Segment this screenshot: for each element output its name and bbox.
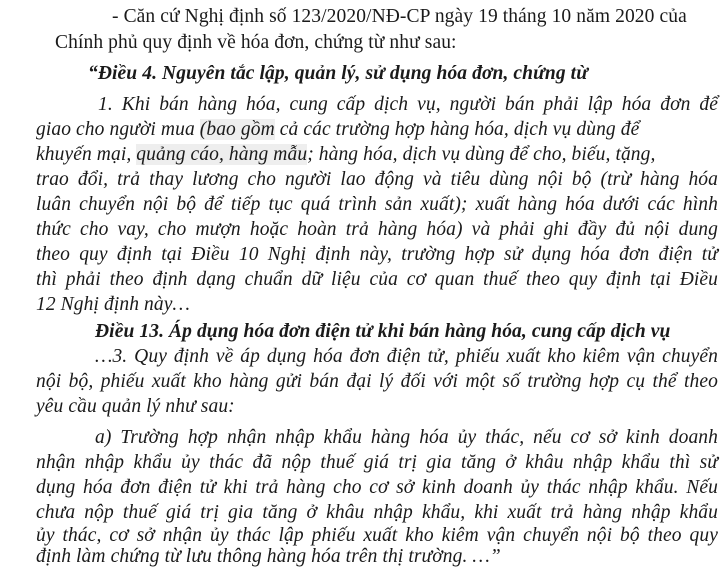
article-4-line-3: khuyến mại, quảng cáo, hàng mẫu; hàng hóa, dịch vụ dùng để cho, biếu, tặng, bbox=[36, 144, 656, 165]
clause-a-line-5: ủy thác, cơ sở nhận ủy thác lập phiếu xuất kho kiêm vận chuyển nội bộ theo quy bbox=[36, 525, 718, 546]
article-13-line-3: yêu cầu quản lý như sau: bbox=[36, 396, 235, 417]
highlight-quang-cao: quảng cáo, hàng mẫu bbox=[136, 144, 308, 165]
clause-a-line-1: a) Trường hợp nhận nhập khẩu hàng hóa ủy thác, nếu cơ sở kinh doanh bbox=[95, 427, 718, 448]
article-4-line-2: giao cho người mua (bao gồm cả các trường hợp hàng hóa, dịch vụ dùng để bbox=[36, 119, 640, 140]
intro-line-2: Chính phủ quy định về hóa đơn, chứng từ như sau: bbox=[55, 32, 457, 53]
article-13-line-1: …3. Quy định về áp dụng hóa đơn điện tử, phiếu xuất kho kiêm vận chuyển bbox=[95, 346, 718, 367]
highlight-bao-gom: (bao gồm bbox=[199, 119, 275, 140]
article-4-line-5: luân chuyển nội bộ để tiếp tục quá trình sản xuất); xuất hàng hóa dưới các hình bbox=[36, 194, 718, 215]
article-4-line-4: trao đổi, trả thay lương cho người lao động và tiêu dùng nội bộ (trừ hàng hóa bbox=[36, 169, 718, 190]
clause-a-line-4: chưa nộp thuế giá trị gia tăng ở khâu nhập khẩu, khi xuất trả hàng nhập khẩu bbox=[36, 502, 718, 523]
article-4-line-9: 12 Nghị định này… bbox=[36, 294, 190, 315]
clause-a-line-3: dụng hóa đơn điện tử khi trả hàng cho cơ sở kinh doanh ủy thác nhập khẩu. Nếu bbox=[36, 477, 718, 498]
clause-a-line-2: nhận nhập khẩu ủy thác đã nộp thuế giá trị gia tăng ở khâu nhập khẩu thì sử bbox=[36, 452, 718, 473]
article-4-line-7: theo quy định tại Điều 10 Nghị định này, trường hợp sử dụng hóa đơn điện tử bbox=[36, 244, 718, 265]
article-13-line-2: nội bộ, phiếu xuất kho hàng gửi bán đại lý đối với một số trường hợp cụ thể theo bbox=[36, 371, 718, 392]
article-4-heading: “Điều 4. Nguyên tắc lập, quản lý, sử dụng hóa đơn, chứng từ bbox=[88, 63, 588, 84]
intro-line-1: - Căn cứ Nghị định số 123/2020/NĐ-CP ngày 19 tháng 10 năm 2020 của bbox=[112, 6, 687, 27]
article-4-line-1: 1. Khi bán hàng hóa, cung cấp dịch vụ, người bán phải lập hóa đơn để bbox=[98, 94, 718, 115]
article-4-line-8: thì phải theo định dạng chuẩn dữ liệu của cơ quan thuế theo quy định tại Điều bbox=[36, 269, 718, 290]
article-4-line-6: thức cho vay, cho mượn hoặc hoàn trả hàng hóa) và phải ghi đầy đủ nội dung bbox=[36, 219, 718, 240]
article-13-heading: Điều 13. Áp dụng hóa đơn điện tử khi bán hàng hóa, cung cấp dịch vụ bbox=[95, 321, 671, 342]
clause-a-line-6: định làm chứng từ lưu thông hàng hóa trên thị trường. …” bbox=[36, 546, 501, 567]
